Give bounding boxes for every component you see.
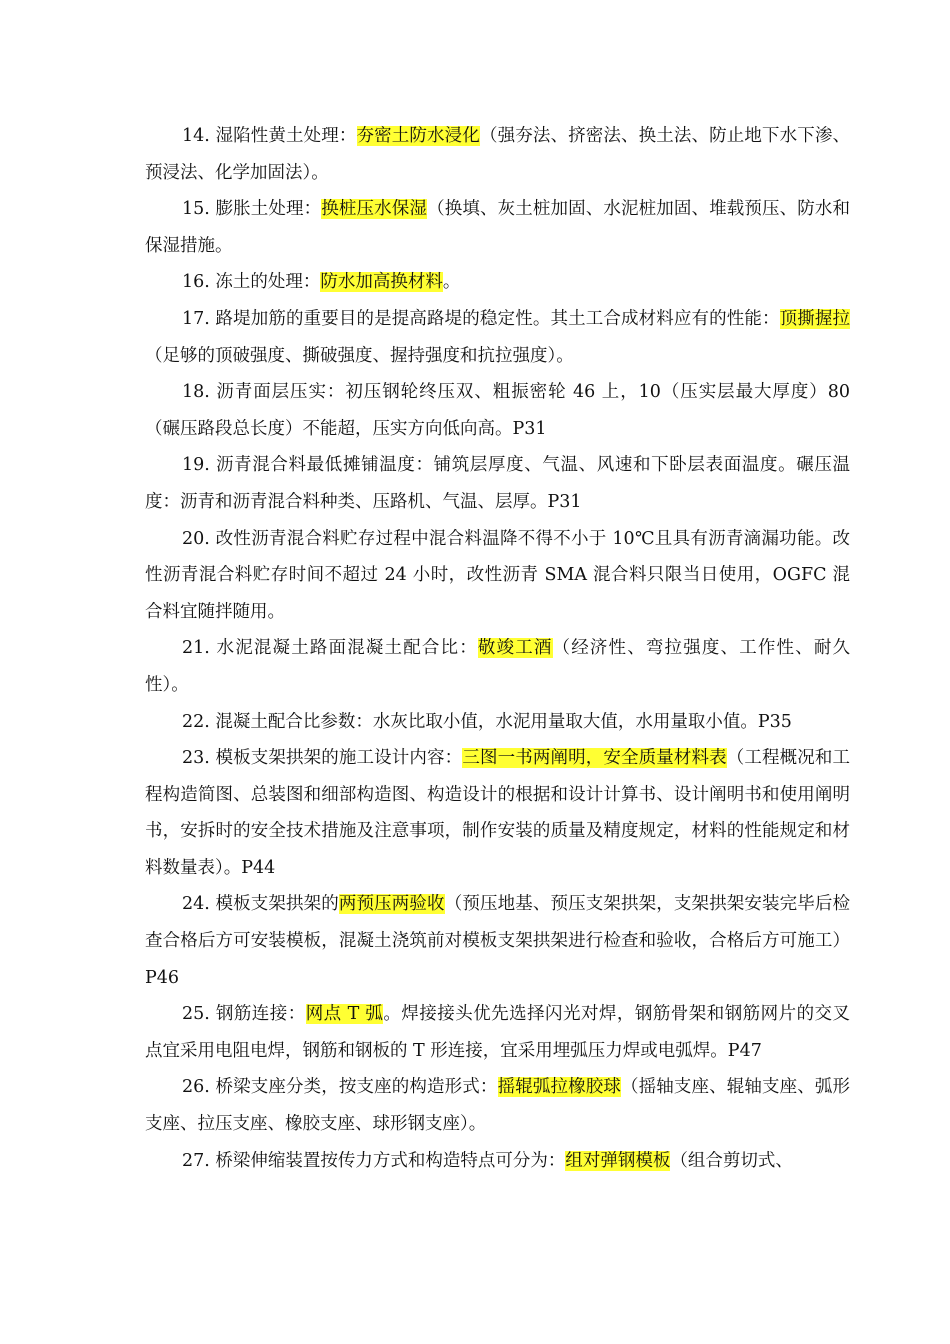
paragraph-27: [145, 1143, 850, 1180]
highlighted-mnemonic: 换桩压水保湿: [321, 199, 428, 220]
paragraph-text: 15. 膨胀土处理：: [182, 199, 322, 220]
paragraph-text: 25. 钢筋连接：: [182, 1004, 306, 1025]
paragraph-19: [145, 447, 850, 520]
paragraph-22: [145, 704, 850, 741]
highlighted-mnemonic: 防水加高换材料: [320, 272, 443, 293]
paragraph-text: （换填、灰土桩加固、水泥桩加固、堆载预压、防水和保湿措施。: [145, 199, 850, 256]
paragraph-25: [145, 996, 850, 1069]
paragraph-text: 18. 沥青面层压实：初压钢轮终压双、粗振密轮 46 上，10（压实层最大厚度）80（碾压路段总长度）不能超，压实方向低向高。P31: [145, 382, 850, 439]
paragraph-17: [145, 301, 850, 374]
paragraph-text: （组合剪切式、: [670, 1150, 793, 1171]
paragraph-21: [145, 630, 850, 703]
paragraph-text: 17. 路堤加筋的重要目的是提高路堤的稳定性。其土工合成材料应有的性能：: [182, 308, 780, 329]
paragraph-text: 22. 混凝土配合比参数：水灰比取小值，水泥用量取大值，水用量取小值。P35: [182, 711, 792, 732]
highlighted-mnemonic: 两预压两验收: [338, 894, 445, 915]
highlighted-mnemonic: 顶撕握拉: [779, 308, 850, 329]
paragraph-text: 26. 桥梁支座分类，按支座的构造形式：: [182, 1077, 498, 1098]
paragraph-20: [145, 521, 850, 631]
paragraph-text: 14. 湿陷性黄土处理：: [182, 126, 357, 146]
paragraph-text: （经济性、弯拉强度、工作性、耐久性）。: [145, 638, 851, 695]
paragraph-text: 23. 模板支架拱架的施工设计内容：: [182, 748, 463, 769]
highlighted-mnemonic: 三图一书两阐明，安全质量材料表: [462, 748, 727, 769]
paragraph-text: （强夯法、挤密法、换土法、防止地下水下渗、预浸法、化学加固法）。: [145, 126, 851, 183]
highlighted-mnemonic: 敬竣工酒: [477, 638, 553, 659]
paragraph-24: [145, 886, 850, 996]
paragraph-text: 27. 桥梁伸缩装置按传力方式和构造特点可分为：: [182, 1150, 566, 1171]
paragraph-26: [145, 1069, 850, 1142]
paragraph-text: （工程概况和工程构造简图、总装图和细部构造图、构造设计的根据和设计计算书、设计阐明书和使用阐明书，安拆时的安全技术措施及注意事项，制作安装的质量及精度规定，材料的性能规定和材料数量表）。P44: [145, 748, 850, 878]
paragraph-15: [145, 191, 850, 264]
paragraph-16: [145, 264, 850, 301]
paragraph-23: [145, 740, 850, 886]
paragraph-text: 21. 水泥混凝土路面混凝土配合比：: [182, 638, 478, 659]
paragraph-text: （预压地基、预压支架拱架，支架拱架安装完毕后检查合格后方可安装模板，混凝土浇筑前对模板支架拱架进行检查和验收，合格后方可施工）P46: [145, 894, 850, 988]
paragraph-text: 。: [442, 272, 461, 293]
paragraph-text: 16. 冻土的处理：: [182, 272, 321, 293]
paragraph-text: 。焊接接头优先选择闪光对焊，钢筋骨架和钢筋网片的交叉点宜采用电阻电焊，钢筋和钢板的 T 形连接，宜采用埋弧压力焊或电弧焊。P47: [145, 1004, 850, 1061]
paragraph-text: （摇轴支座、辊轴支座、弧形支座、拉压支座、橡胶支座、球形钢支座）。: [145, 1077, 850, 1135]
highlighted-mnemonic: 组对弹钢模板: [565, 1150, 671, 1171]
paragraph-18: [145, 374, 850, 447]
paragraph-text: 20. 改性沥青混合料贮存过程中混合料温降不得不小于 10℃且具有沥青滴漏功能。改性沥青混合料贮存时间不超过 24 小时，改性沥青 SMA 混合料只限当日使用，OGFC 混合料宜随拌随用。: [145, 528, 850, 622]
paragraph-text: （足够的顶破强度、撕破强度、握持强度和抗拉强度）。: [145, 345, 574, 366]
highlighted-mnemonic: 摇辊弧拉橡胶球: [497, 1077, 621, 1098]
paragraph-14: [145, 118, 850, 191]
highlighted-mnemonic: 网点 T 弧: [305, 1004, 384, 1025]
paragraph-text: 24. 模板支架拱架的: [182, 894, 339, 915]
paragraph-text: 19. 沥青混合料最低摊铺温度：铺筑层厚度、气温、风速和下卧层表面温度。碾压温度：沥青和沥青混合料种类、压路机、气温、层厚。P31: [145, 455, 850, 512]
document-page: [145, 118, 850, 1179]
highlighted-mnemonic: 夯密土防水浸化: [356, 126, 480, 146]
